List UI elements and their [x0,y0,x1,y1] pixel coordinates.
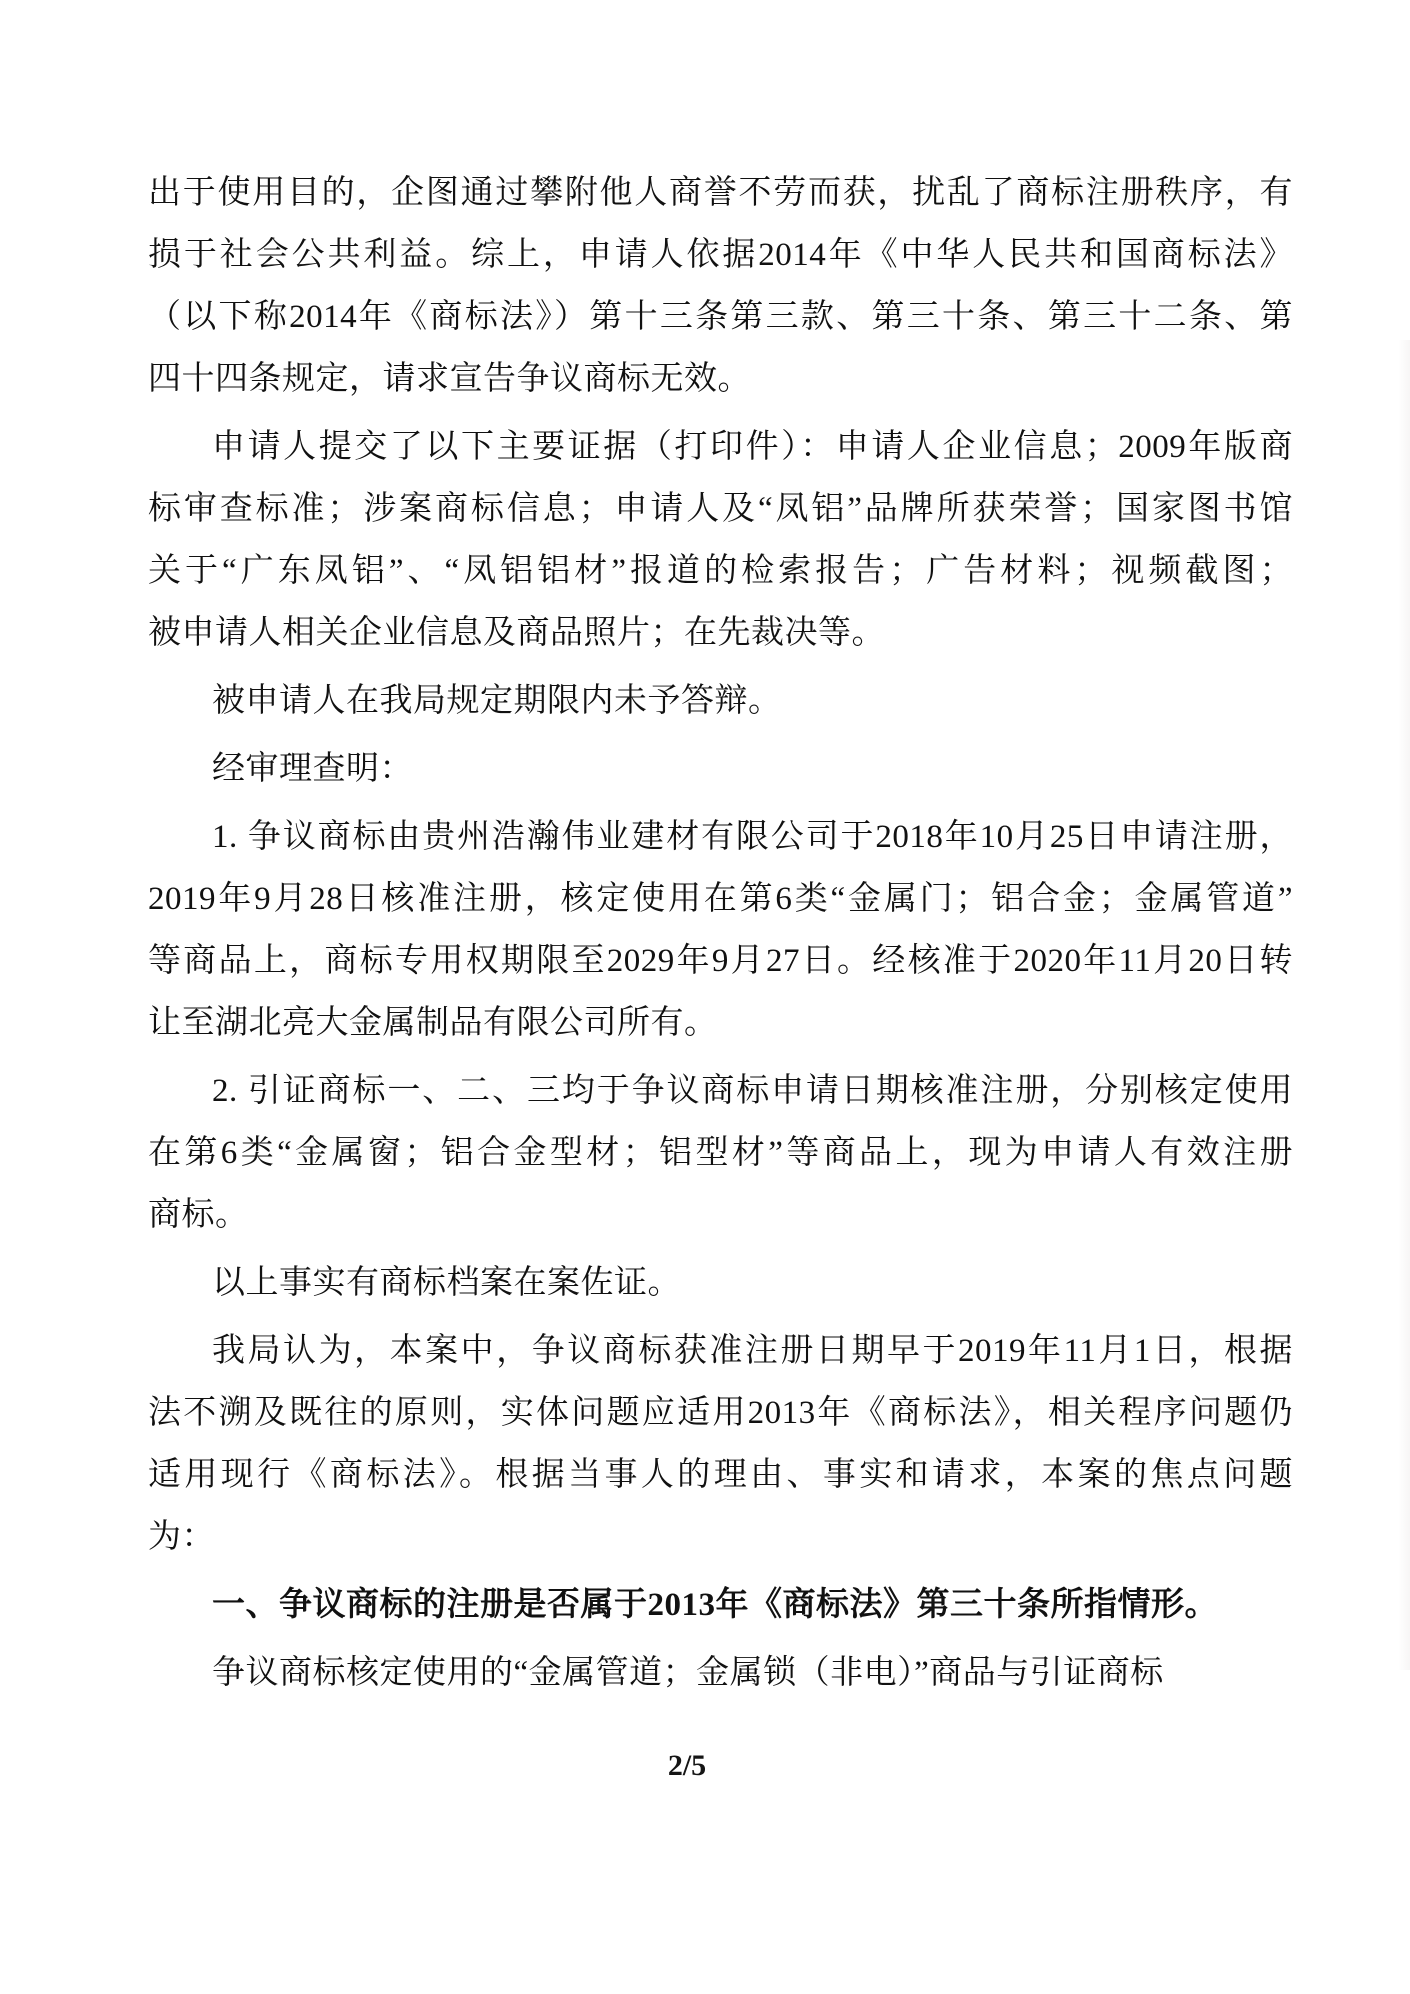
text-line: 经审理查明： [212,751,413,787]
paragraph-facts-evidence [148,1252,1293,1314]
paragraph-no-reply [148,670,1293,732]
paragraph-evidence-list [148,416,1293,664]
text-line: 四十四条规定，请求宣告争议商标无效。 [148,361,751,397]
text-line: 以上事实有商标档案在案佐证。 [212,1265,681,1301]
text-line: 为： [148,1519,215,1555]
paragraph-finding-2 [148,1060,1293,1246]
text-line: 标审查标准；涉案商标信息；申请人及“凤铝”品牌所获荣誉；国家图书馆 [148,491,1293,527]
paragraph-opinion [148,1320,1293,1568]
text-line: 出于使用目的，企图通过攀附他人商誉不劳而获，扰乱了商标注册秩序，有 [148,175,1293,211]
text-line: 我局认为，本案中，争议商标获准注册日期早于2019年11月1日，根据 [212,1333,1293,1369]
paragraph-continuation [148,162,1293,410]
text-line: 申请人提交了以下主要证据（打印件）：申请人企业信息；2009年版商 [212,429,1293,465]
text-line: 法不溯及既往的原则，实体问题应适用2013年《商标法》，相关程序问题仍 [148,1395,1293,1431]
text-line: 适用现行《商标法》。根据当事人的理由、事实和请求，本案的焦点问题 [148,1457,1293,1493]
text-line: 2019年9月28日核准注册，核定使用在第6类“金属门；铝合金；金属管道” [148,881,1293,917]
paragraph-issue-heading [148,1574,1293,1636]
paragraph-findings-header [148,738,1293,800]
text-line: 被申请人在我局规定期限内未予答辩。 [212,683,782,719]
text-line: （以下称2014年《商标法》）第十三条第三款、第三十条、第三十二条、第 [148,299,1293,335]
text-line: 1. 争议商标由贵州浩瀚伟业建材有限公司于2018年10月25日申请注册， [212,819,1293,855]
text-line: 商标。 [148,1197,249,1233]
text-line: 关于“广东凤铝”、“凤铝铝材”报道的检索报告；广告材料；视频截图； [148,553,1293,589]
text-line: 在第6类“金属窗；铝合金型材；铝型材”等商品上，现为申请人有效注册 [148,1135,1293,1171]
text-line: 争议商标核定使用的“金属管道；金属锁（非电）”商品与引证商标 [212,1655,1164,1691]
text-line: 损于社会公共利益。综上，申请人依据2014年《中华人民共和国商标法》 [148,237,1293,273]
text-line: 被申请人相关企业信息及商品照片；在先裁决等。 [148,615,885,651]
page-number: 2/5 [667,1749,707,1782]
paragraph-issue-analysis [148,1642,1293,1704]
document-body [148,162,1293,1704]
text-line: 等商品上，商标专用权期限至2029年9月27日。经核准于2020年11月20日转 [148,943,1293,979]
text-line: 2. 引证商标一、二、三均于争议商标申请日期核准注册，分别核定使用 [212,1073,1293,1109]
text-line: 让至湖北亮大金属制品有限公司所有。 [148,1005,718,1041]
paragraph-finding-1 [148,806,1293,1054]
text-line: 一、争议商标的注册是否属于2013年《商标法》第三十条所指情形。 [212,1587,1218,1623]
scan-edge-artifact [1398,340,1410,1670]
